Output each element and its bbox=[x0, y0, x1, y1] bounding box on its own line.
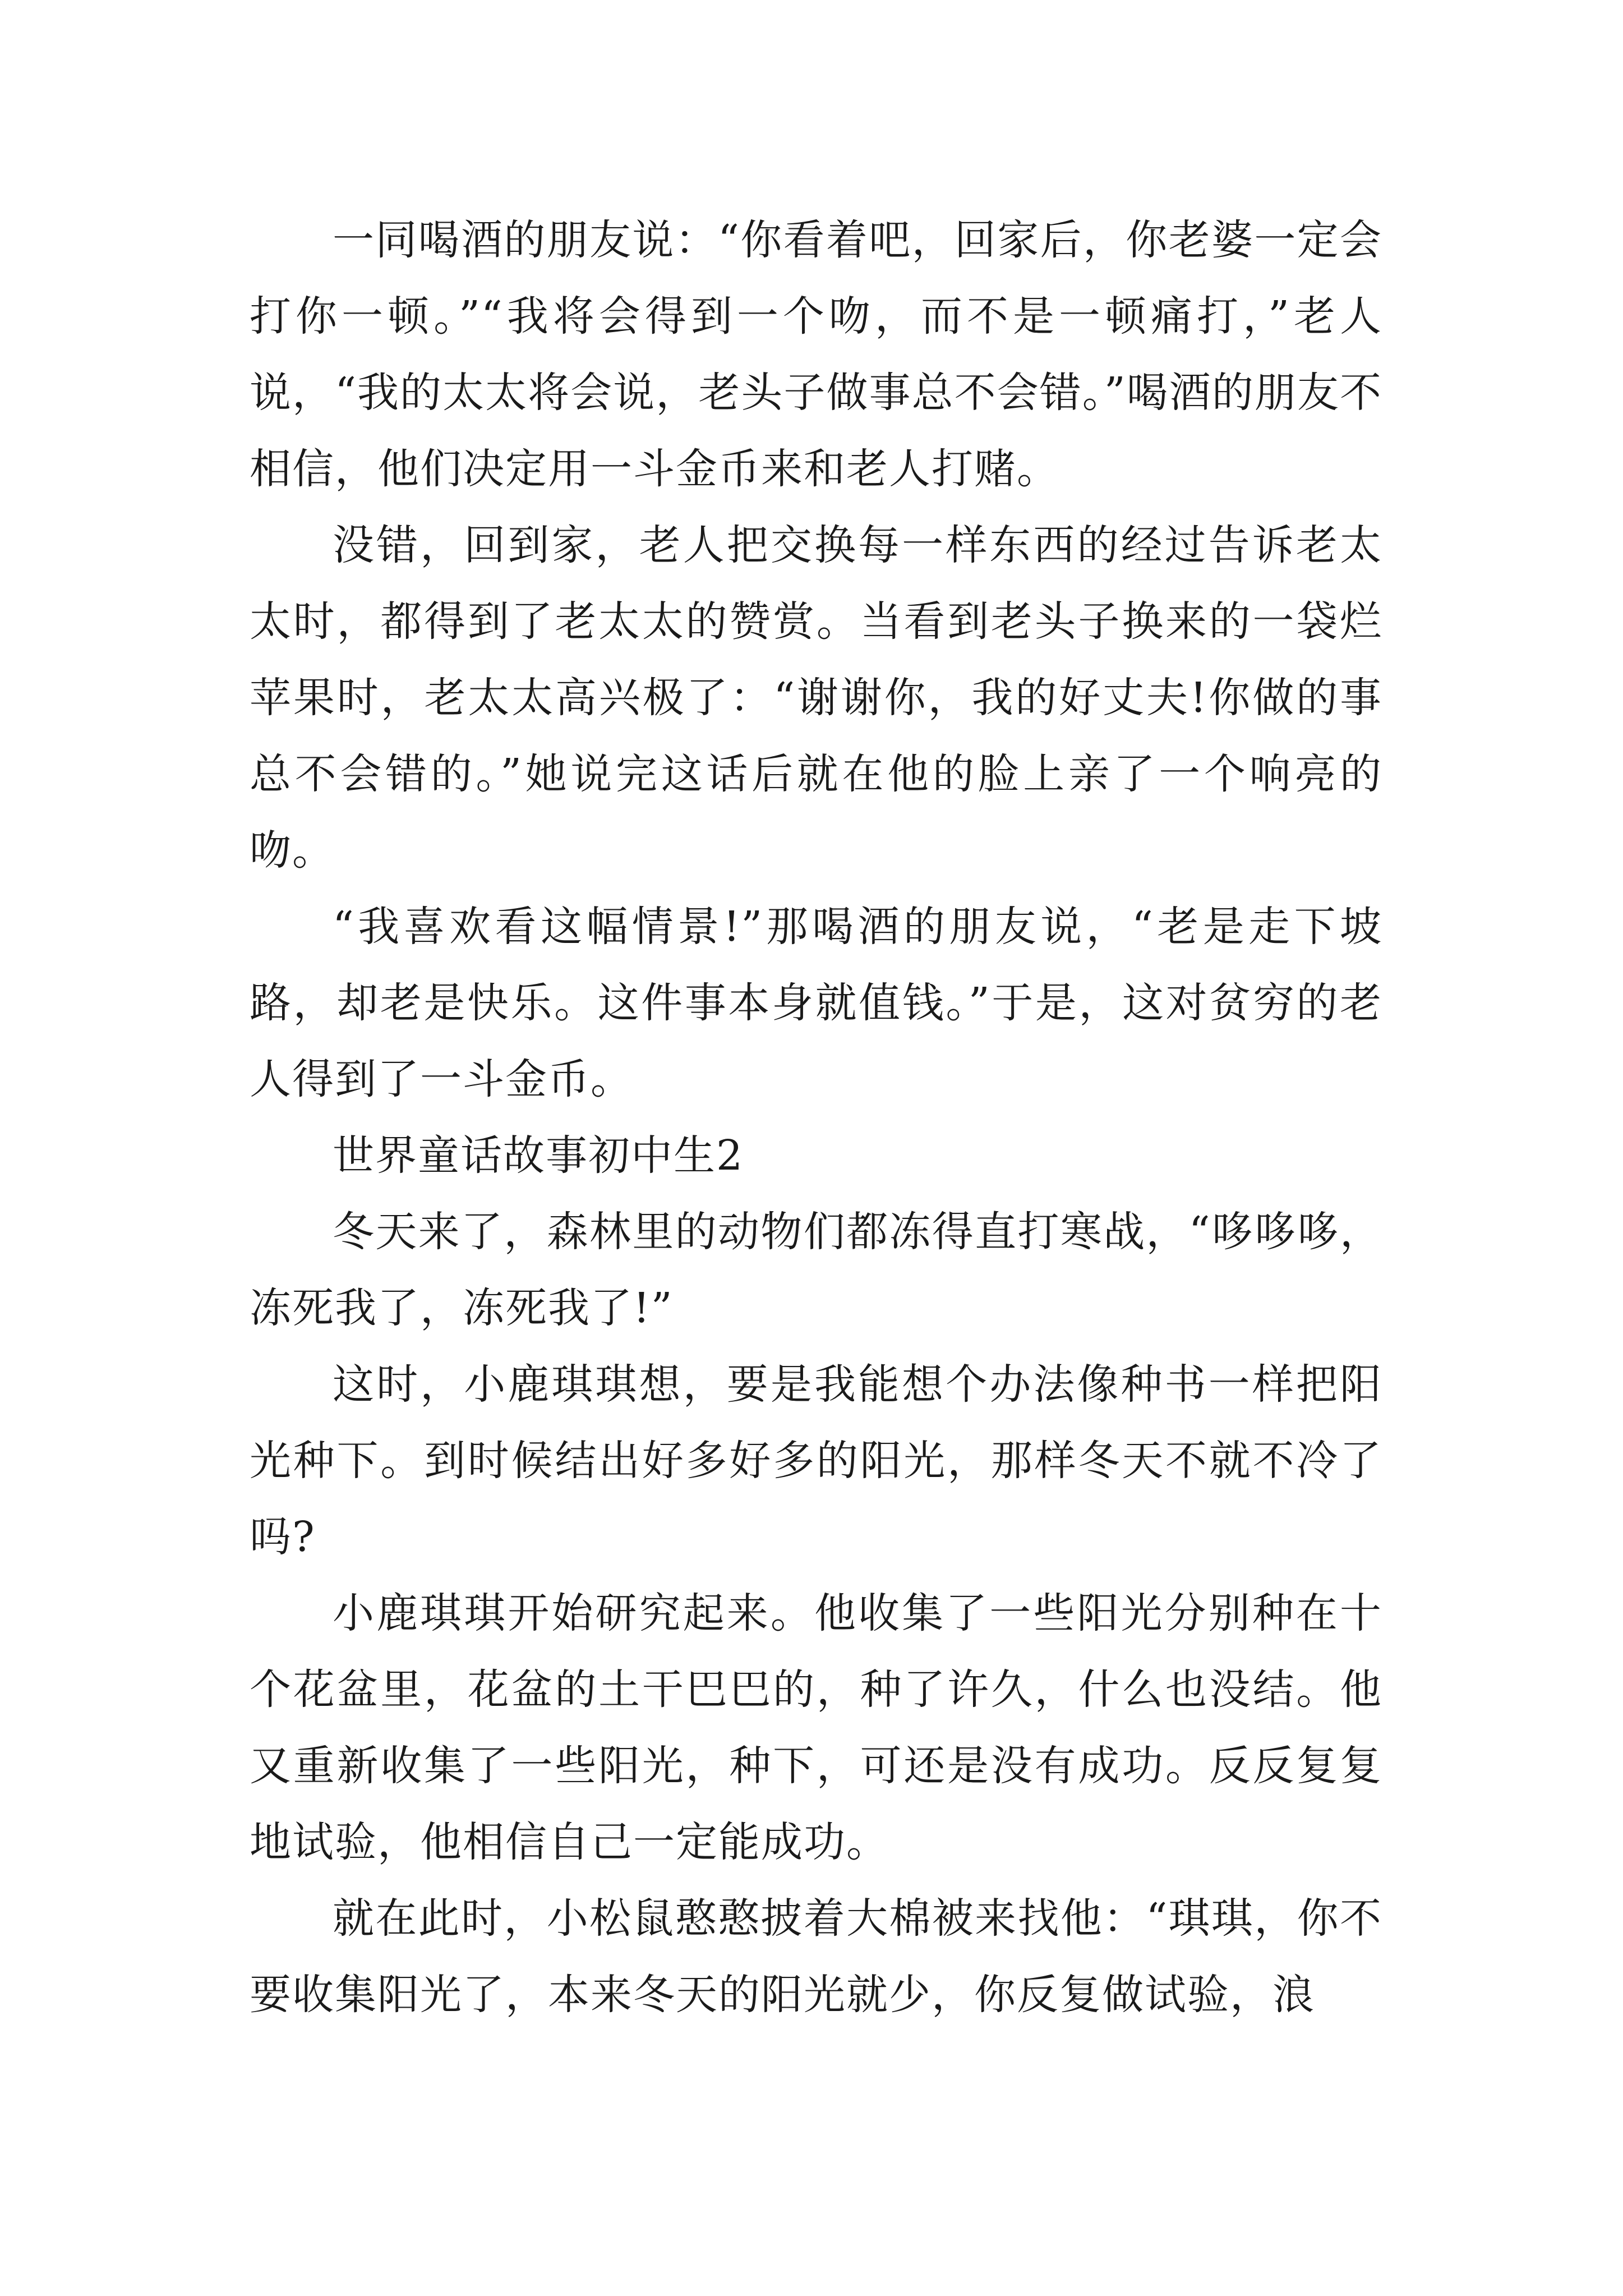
section-heading: 世界童话故事初中生2 bbox=[333, 1131, 744, 1180]
document-body bbox=[250, 202, 1382, 2033]
paragraph-wine-friend-bet: 一同喝酒的朋友说：“你看着吧，回家后，你老婆一定会打你一顿。”“我将会得到一个吻，而不是一顿痛打，”老人说，“我的太太将会说，老头子做事总不会错。”喝酒的朋友不相信，他们决定用一斗金币来和老人打赌。 bbox=[250, 216, 1382, 493]
paragraph-gold-coins: “我喜欢看这幅情景!”那喝酒的朋友说，“老是走下坡路，却老是快乐。这件事本身就值钱。”于是，这对贫穷的老人得到了一斗金币。 bbox=[250, 903, 1382, 1103]
paragraph-deer-experiment: 小鹿琪琪开始研究起来。他收集了一些阳光分别种在十个花盆里，花盆的土干巴巴的，种了许久，什么也没结。他又重新收集了一些阳光，种下，可还是没有成功。反反复复地试验，他相信自己一定能成功。 bbox=[250, 1589, 1382, 1866]
paragraph-old-woman-kiss: 没错，回到家，老人把交换每一样东西的经过告诉老太太时，都得到了老太太的赞赏。当看到老头子换来的一袋烂苹果时，老太太高兴极了：“谢谢你，我的好丈夫!你做的事总不会错的。”她说完这话后就在他的脸上亲了一个响亮的吻。 bbox=[250, 521, 1382, 875]
paragraph-deer-idea: 这时，小鹿琪琪想，要是我能想个办法像种书一样把阳光种下。到时候结出好多好多的阳光，那样冬天不就不冷了吗? bbox=[250, 1360, 1382, 1561]
paragraph-winter-cold: 冬天来了，森林里的动物们都冻得直打寒战，“哆哆哆，冻死我了，冻死我了!” bbox=[250, 1208, 1382, 1332]
paragraph-squirrel-visit: 就在此时，小松鼠憨憨披着大棉被来找他：“琪琪，你不要收集阳光了，本来冬天的阳光就少，你反复做试验，浪 bbox=[250, 1894, 1382, 2019]
